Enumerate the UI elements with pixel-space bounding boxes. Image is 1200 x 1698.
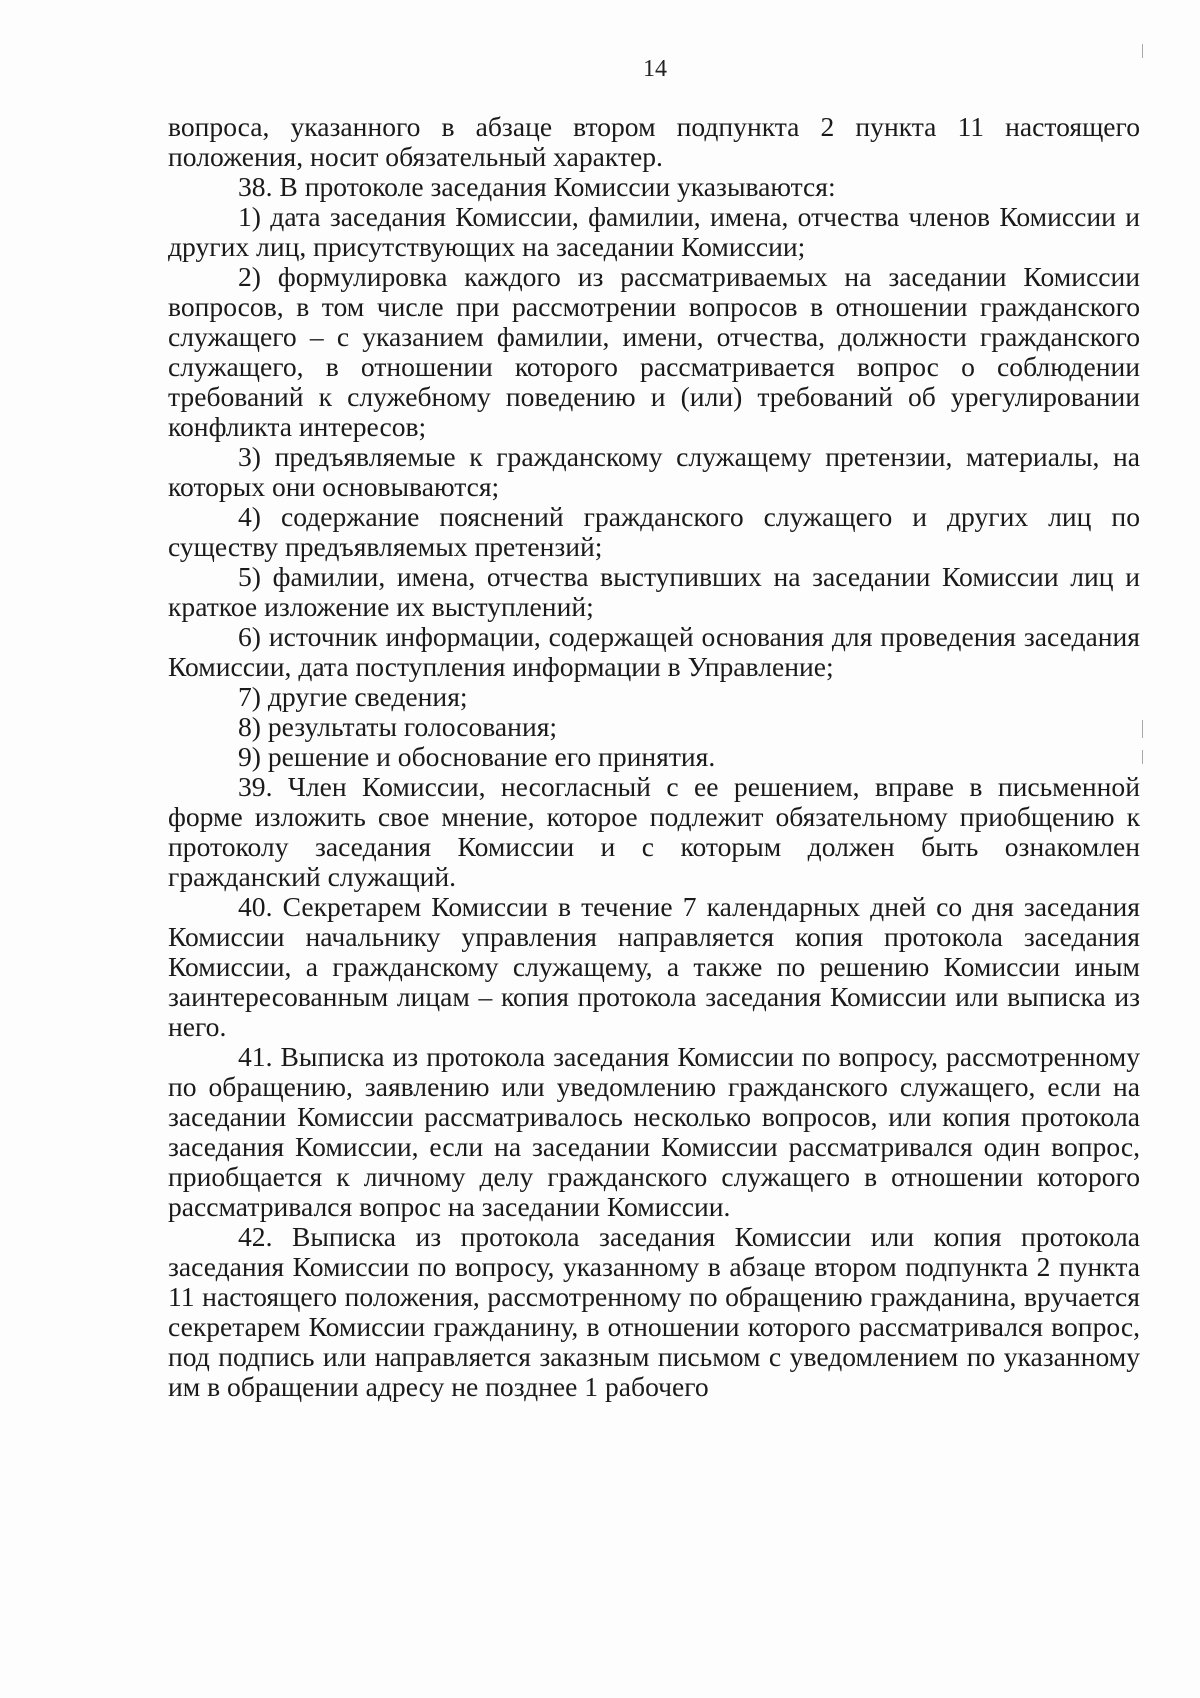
paragraph-40: 40. Секретарем Комиссии в течение 7 календарных дней со дня заседания Комиссии начальнику управления направляется копия протокола заседания Комиссии, а гражданскому служащему, а также по решению Комиссии иным заинтересованным лицам – копия протокола заседания Комиссии или выписка из него. (168, 891, 1140, 1042)
list-item-1: 1) дата заседания Комиссии, фамилии, имена, отчества членов Комиссии и других лиц, присутствующих на заседании Комиссии; (168, 201, 1140, 262)
scan-artifact (1142, 750, 1143, 764)
paragraph-continuation: вопроса, указанного в абзаце втором подпункта 2 пункта 11 настоящего положения, носит обязательный характер. (168, 111, 1140, 172)
document-body (168, 112, 1140, 1402)
paragraph-41: 41. Выписка из протокола заседания Комиссии по вопросу, рассмотренному по обращению, заявлению или уведомлению гражданского служащего, если на заседании Комиссии рассматривалось несколько вопросов, или копия протокола заседания Комиссии, если на заседании Комиссии рассматривался один вопрос, приобщается к личному делу гражданского служащего в отношении которого рассматривался вопрос на заседании Комиссии. (168, 1041, 1140, 1222)
list-item-4: 4) содержание пояснений гражданского служащего и других лиц по существу предъявляемых претензий; (168, 501, 1140, 562)
list-item-8: 8) результаты голосования; (238, 711, 558, 742)
scan-artifact (1142, 44, 1143, 58)
list-item-6: 6) источник информации, содержащей основания для проведения заседания Комиссии, дата поступления информации в Управление; (168, 621, 1140, 682)
paragraph-38: 38. В протоколе заседания Комиссии указываются: (238, 171, 836, 202)
list-item-9: 9) решение и обоснование его принятия. (238, 741, 716, 772)
scan-artifact (1142, 720, 1143, 738)
list-item-7: 7) другие сведения; (238, 681, 468, 712)
list-item-2: 2) формулировка каждого из рассматриваемых на заседании Комиссии вопросов, в том числе при рассмотрении вопросов в отношении гражданского служащего – с указанием фамилии, имени, отчества, должности гражданского служащего, в отношении которого рассматривается вопрос о соблюдении требований к служебному поведению и (или) требований об урегулировании конфликта интересов; (168, 261, 1140, 442)
paragraph-42: 42. Выписка из протокола заседания Комиссии или копия протокола заседания Комиссии по вопросу, указанному в абзаце втором подпункта 2 пункта 11 настоящего положения, рассмотренному по обращению гражданина, вручается секретарем Комиссии гражданину, в отношении которого рассматривался вопрос, под подпись или направляется заказным письмом с уведомлением по указанному им в обращении адресу не позднее 1 рабочего (168, 1221, 1140, 1402)
list-item-3: 3) предъявляемые к гражданскому служащему претензии, материалы, на которых они основываются; (168, 441, 1140, 502)
page-number: 14 (643, 56, 667, 82)
list-item-5: 5) фамилии, имена, отчества выступивших на заседании Комиссии лиц и краткое изложение их выступлений; (168, 561, 1140, 622)
paragraph-39: 39. Член Комиссии, несогласный с ее решением, вправе в письменной форме изложить свое мнение, которое подлежит обязательному приобщению к протоколу заседания Комиссии и с которым должен быть ознакомлен гражданский служащий. (168, 771, 1140, 892)
